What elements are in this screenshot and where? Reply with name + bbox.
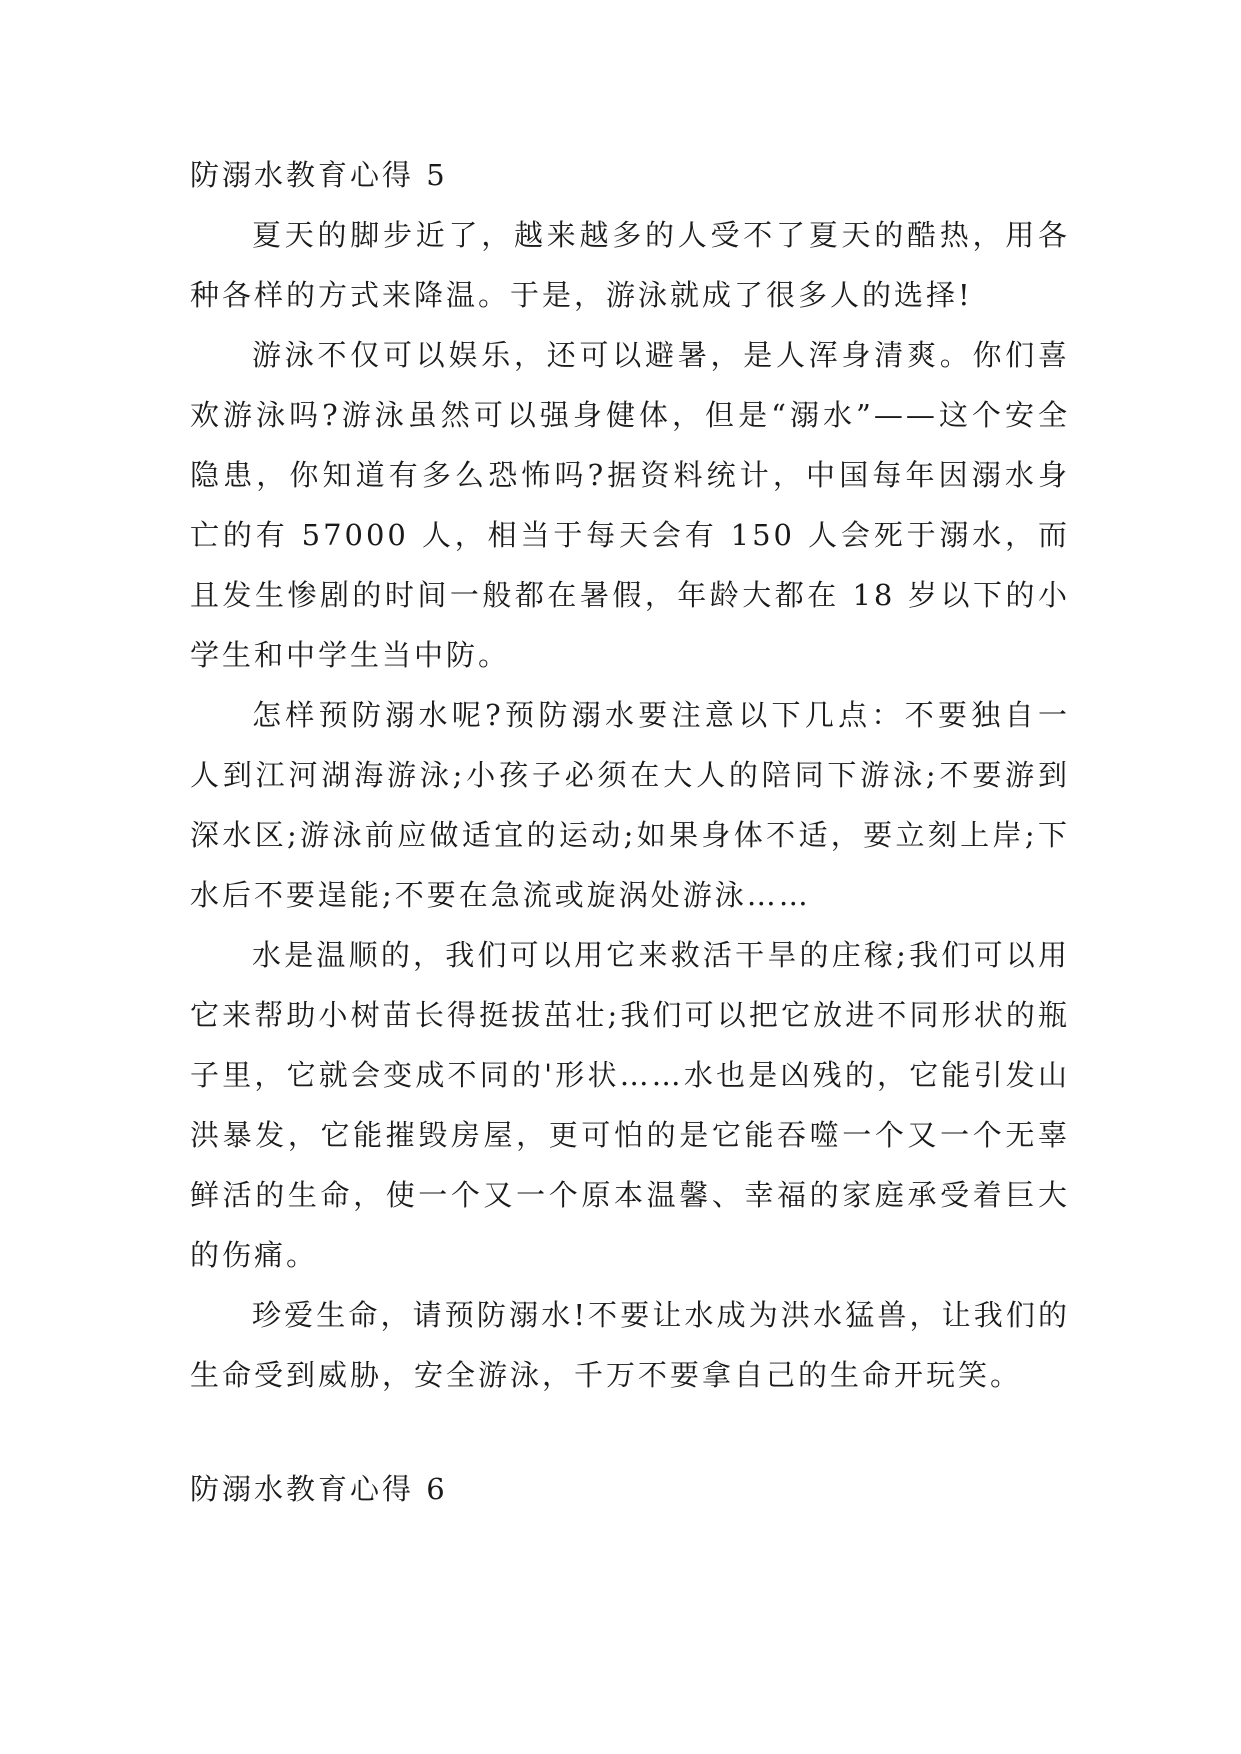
section-divider-space [190,1405,1070,1459]
paragraph-conclusion: 珍爱生命，请预防溺水!不要让水成为洪水猛兽，让我们的生命受到威胁，安全游泳，千万不要拿自己的生命开玩笑。 [190,1298,1070,1392]
paragraph-water-nature: 水是温顺的，我们可以用它来救活干旱的庄稼;我们可以用它来帮助小树苗长得挺拔茁壮;我们可以把它放进不同形状的瓶子里，它就会变成不同的'形状……水也是凶残的，它能引发山洪暴发，它能摧毁房屋，更可怕的是它能吞噬一个又一个无辜鲜活的生命，使一个又一个原本温馨、幸福的家庭承受着巨大的伤痛。 [190,938,1070,1272]
document-body [190,145,1070,1519]
section-title: 防溺水教育心得 5 [190,158,448,192]
paragraph-prevention-tips: 怎样预防溺水呢?预防溺水要注意以下几点：不要独自一人到江河湖海游泳;小孩子必须在大人的陪同下游泳;不要游到深水区;游泳前应做适宜的运动;如果身体不适，要立刻上岸;下水后不要逞能;不要在急流或旋涡处游泳…… [190,698,1070,912]
paragraph-summer-intro: 夏天的脚步近了，越来越多的人受不了夏天的酷热，用各种各样的方式来降温。于是，游泳就成了很多人的选择! [190,218,1070,312]
paragraph-drowning-danger: 游泳不仅可以娱乐，还可以避暑，是人浑身清爽。你们喜欢游泳吗?游泳虽然可以强身健体，但是“溺水”——这个安全隐患，你知道有多么恐怖吗?据资料统计，中国每年因溺水身亡的有 57000 人，相当于每天会有 150 人会死于溺水，而且发生惨剧的时间一般都在暑假，年龄大都在 18 岁以下的小学生和中学生当中防。 [190,338,1070,672]
next-section-title: 防溺水教育心得 6 [190,1472,448,1506]
